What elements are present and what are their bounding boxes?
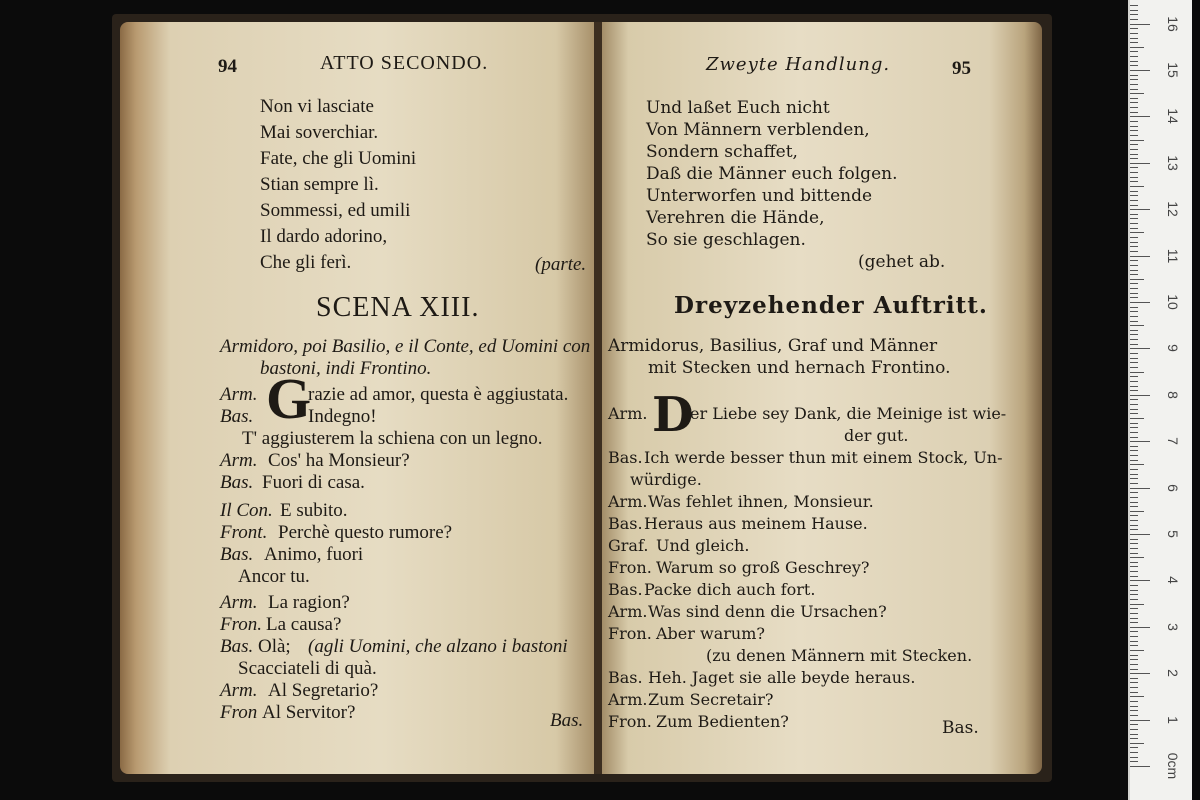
speech: La causa? (266, 614, 342, 635)
ruler-tick (1130, 520, 1138, 521)
ruler-tick (1130, 645, 1138, 646)
speech: Perchè questo rumore? (278, 522, 453, 543)
ruler-tick (1130, 228, 1138, 229)
speaker: Il Con. (220, 500, 273, 521)
ruler-tick (1130, 214, 1138, 215)
ruler-tick (1130, 682, 1138, 683)
ruler-tick (1130, 659, 1138, 660)
ruler-tick (1130, 761, 1138, 762)
ruler-tick (1130, 102, 1138, 103)
ruler-tick (1130, 191, 1138, 192)
speaker: Bas. (220, 472, 254, 493)
speech: Packe dich auch fort. (644, 580, 816, 599)
ruler-tick (1130, 70, 1150, 71)
ruler-tick (1130, 79, 1138, 80)
ruler-tick (1130, 195, 1138, 196)
scene-title: Dreyzehender Auftritt. (674, 292, 988, 319)
ruler-tick (1130, 664, 1138, 665)
book-gutter (594, 22, 602, 774)
ruler-tick (1130, 757, 1138, 758)
verse-line: Daß die Männer euch folgen. (646, 164, 898, 184)
stage-direction: (zu denen Männern mit Stecken. (706, 646, 973, 665)
catchword: Bas. (550, 710, 584, 731)
ruler-number: 8 (1165, 390, 1181, 399)
ruler-number: 9 (1165, 344, 1181, 353)
ruler-tick (1130, 562, 1138, 563)
ruler-tick (1130, 14, 1138, 15)
speech: Olà; (258, 636, 291, 657)
ruler-tick (1130, 177, 1138, 178)
ruler-tick (1130, 710, 1138, 711)
ruler-tick (1130, 348, 1150, 349)
ruler-tick (1130, 534, 1150, 535)
ruler-tick (1130, 381, 1138, 382)
ruler-tick (1130, 19, 1138, 20)
ruler-tick (1130, 669, 1138, 670)
ruler-tick (1130, 729, 1138, 730)
ruler-tick (1130, 734, 1138, 735)
drop-cap: G (266, 366, 312, 431)
speech: Zum Bedienten? (656, 712, 789, 731)
ruler-tick (1130, 427, 1138, 428)
ruler-tick (1130, 548, 1138, 549)
ruler-number: 14 (1165, 108, 1181, 125)
speaker: Arm. (608, 690, 648, 709)
ruler-tick (1130, 413, 1138, 414)
speaker: Bas. (608, 580, 643, 599)
speech: Was fehlet ihnen, Monsieur. (648, 492, 874, 511)
ruler-tick (1130, 604, 1144, 605)
measuring-ruler (1128, 0, 1192, 800)
speech: Fuori di casa. (262, 472, 365, 493)
right-page (602, 22, 1042, 774)
ruler-tick (1130, 33, 1138, 34)
ruler-tick (1130, 752, 1138, 753)
ruler-tick (1130, 89, 1138, 90)
ruler-number: 11 (1165, 248, 1181, 263)
ruler-tick (1130, 209, 1150, 210)
verse-line: Mai soverchiar. (260, 122, 379, 143)
ruler-tick (1130, 594, 1138, 595)
left-page (120, 22, 594, 774)
ruler-tick (1130, 149, 1138, 150)
ruler-tick (1130, 24, 1150, 25)
ruler-tick (1130, 167, 1138, 168)
ruler-tick (1130, 376, 1138, 377)
speech: La ragion? (268, 592, 350, 613)
speaker: Bas. (608, 448, 643, 467)
ruler-tick (1130, 715, 1138, 716)
ruler-tick (1130, 288, 1138, 289)
ruler-tick (1130, 706, 1138, 707)
ruler-tick (1130, 692, 1138, 693)
ruler-tick (1130, 404, 1138, 405)
running-head: Zweyte Handlung. (706, 54, 891, 75)
speech: Indegno! (308, 406, 377, 427)
ruler-tick (1130, 200, 1138, 201)
ruler-tick (1130, 265, 1138, 266)
ruler-tick (1130, 38, 1138, 39)
ruler-number: 4 (1165, 576, 1181, 585)
ruler-tick (1130, 61, 1138, 62)
ruler-tick (1130, 566, 1138, 567)
speech: Cos' ha Monsieur? (268, 450, 410, 471)
exit-direction: (gehet ab. (858, 252, 946, 272)
ruler-tick (1130, 441, 1150, 442)
ruler-tick (1130, 274, 1138, 275)
speech: er Liebe sey Dank, die Meinige ist wie- (690, 404, 1007, 423)
speech: E subito. (280, 500, 348, 521)
ruler-tick (1130, 627, 1150, 628)
ruler-tick (1130, 140, 1144, 141)
ruler-tick (1130, 497, 1138, 498)
ruler-tick (1130, 270, 1138, 271)
running-head: ATTO SECONDO. (320, 52, 489, 74)
speech: Al Segretario? (268, 680, 379, 701)
verse-line: Sondern schaffet, (646, 142, 798, 162)
verse-line: Che gli ferì. (260, 252, 352, 273)
ruler-tick (1130, 279, 1144, 280)
stage-direction: mit Stecken und hernach Frontino. (648, 358, 951, 378)
speech: Al Servitor? (262, 702, 356, 723)
ruler-tick (1130, 256, 1150, 257)
ruler-tick (1130, 302, 1150, 303)
ruler-tick (1130, 724, 1138, 725)
ruler-number: 12 (1165, 201, 1181, 217)
ruler-tick (1130, 325, 1144, 326)
ruler-tick (1130, 450, 1138, 451)
speaker: Arm. (608, 404, 648, 423)
ruler-tick (1130, 358, 1138, 359)
speech: Scacciateli di quà. (238, 658, 377, 679)
catchword: Bas. (942, 718, 979, 738)
ruler-number: 1 (1165, 715, 1181, 724)
verse-line: So sie geschlagen. (646, 230, 806, 250)
ruler-tick (1130, 423, 1138, 424)
ruler-number: 3 (1165, 622, 1181, 631)
ruler-number: 10 (1165, 294, 1181, 310)
scene-title: SCENA XIII. (316, 292, 480, 323)
ruler-tick (1130, 515, 1138, 516)
ruler-tick (1130, 51, 1138, 52)
ruler-tick (1130, 163, 1150, 164)
speaker: Fron (220, 702, 258, 723)
ruler-tick (1130, 478, 1138, 479)
ruler-tick (1130, 678, 1138, 679)
speech: Zum Secretair? (648, 690, 774, 709)
ruler-tick (1130, 696, 1144, 697)
ruler-tick (1130, 172, 1138, 173)
ruler-tick (1130, 362, 1138, 363)
verse-line: Fate, che gli Uomini (260, 148, 417, 169)
ruler-tick (1130, 418, 1144, 419)
ruler-tick (1130, 84, 1138, 85)
ruler-tick (1130, 557, 1144, 558)
verse-line: Von Männern verblenden, (646, 120, 870, 140)
ruler-tick (1130, 636, 1138, 637)
speaker: Arm. (608, 492, 648, 511)
ruler-tick (1130, 344, 1138, 345)
ruler-tick (1130, 205, 1138, 206)
ruler-tick (1130, 529, 1138, 530)
ruler-tick (1130, 144, 1138, 145)
ruler-tick (1130, 311, 1138, 312)
speaker: Fron. (608, 558, 652, 577)
verse-line: Verehren die Hände, (646, 208, 825, 228)
ruler-tick (1130, 367, 1138, 368)
ruler-tick (1130, 585, 1138, 586)
speech: Aber warum? (656, 624, 765, 643)
ruler-tick (1130, 126, 1138, 127)
open-book (112, 14, 1052, 782)
ruler-tick (1130, 372, 1144, 373)
verse-line: Und laßet Euch nicht (646, 98, 830, 118)
ruler-tick (1130, 437, 1138, 438)
ruler-tick (1130, 446, 1138, 447)
ruler-tick (1130, 10, 1138, 11)
speech: der gut. (844, 426, 909, 445)
ruler-tick (1130, 571, 1138, 572)
speaker: Fron. (608, 624, 652, 643)
speech: razie ad amor, questa è aggiustata. (308, 384, 569, 405)
ruler-tick (1130, 599, 1138, 600)
drop-cap: D (652, 387, 694, 443)
ruler-tick (1130, 488, 1150, 489)
ruler-tick (1130, 297, 1138, 298)
verse-line: Unterworfen und bittende (646, 186, 873, 206)
speaker: Front. (220, 522, 268, 543)
ruler-tick (1130, 47, 1144, 48)
ruler-tick (1130, 576, 1138, 577)
speech: Warum so groß Geschrey? (656, 558, 870, 577)
exit-direction: (parte. (535, 254, 587, 275)
stage-direction: Armidoro, poi Basilio, e il Conte, ed Uomini con (220, 336, 591, 357)
ruler-tick (1130, 237, 1138, 238)
speaker: Fron. (608, 712, 652, 731)
ruler-tick (1130, 460, 1138, 461)
aside: (agli Uomini, che alzano i bastoni (308, 636, 568, 657)
speaker: Arm. (220, 592, 258, 613)
speaker: Bas. (608, 668, 643, 687)
page-number: 94 (218, 56, 237, 77)
ruler-tick (1130, 395, 1150, 396)
ruler-tick (1130, 242, 1138, 243)
verse-line: Il dardo adorino, (260, 226, 388, 247)
speaker: Bas. (220, 544, 254, 565)
ruler-tick (1130, 232, 1144, 233)
ruler-tick (1130, 330, 1138, 331)
ruler-tick (1130, 399, 1138, 400)
ruler-tick (1130, 720, 1150, 721)
ruler-tick (1130, 181, 1138, 182)
speaker: Arm. (220, 680, 258, 701)
speaker: Fron. (220, 614, 263, 635)
stage-direction: Armidorus, Basilius, Graf und Männer (608, 336, 938, 356)
ruler-tick (1130, 553, 1138, 554)
speech: Animo, fuori (264, 544, 364, 565)
ruler-tick (1130, 474, 1138, 475)
ruler-number: 2 (1165, 669, 1181, 678)
ruler-tick (1130, 154, 1138, 155)
ruler-tick (1130, 543, 1138, 544)
speech: Und gleich. (656, 536, 750, 555)
ruler-tick (1130, 260, 1138, 261)
ruler-tick (1130, 747, 1138, 748)
ruler-tick (1130, 316, 1138, 317)
ruler-tick (1130, 246, 1138, 247)
speech: Ich werde besser thun mit einem Stock, Un- (644, 448, 1003, 467)
ruler-tick (1130, 641, 1138, 642)
ruler-tick (1130, 56, 1138, 57)
ruler-tick (1130, 492, 1138, 493)
ruler-tick (1130, 116, 1150, 117)
ruler-tick (1130, 502, 1138, 503)
ruler-tick (1130, 525, 1138, 526)
ruler-tick (1130, 283, 1138, 284)
ruler-tick (1130, 334, 1138, 335)
ruler-tick (1130, 622, 1138, 623)
ruler-tick (1130, 701, 1138, 702)
speaker: Arm. (220, 384, 258, 405)
ruler-tick (1130, 673, 1150, 674)
speaker: Arm. (608, 602, 648, 621)
ruler-tick (1130, 353, 1138, 354)
speaker: Bas. (608, 514, 643, 533)
speaker: Bas. (220, 406, 254, 427)
ruler-tick (1130, 631, 1138, 632)
speech: Ancor tu. (238, 566, 310, 587)
ruler-tick (1130, 223, 1138, 224)
page-number: 95 (952, 58, 971, 79)
speech: T' aggiusterem la schiena con un legno. (242, 428, 543, 449)
ruler-tick (1130, 650, 1144, 651)
verse-line: Sommessi, ed umili (260, 200, 411, 221)
ruler-tick (1130, 93, 1144, 94)
ruler-tick (1130, 186, 1144, 187)
ruler-number: 15 (1165, 62, 1181, 78)
ruler-tick (1130, 307, 1138, 308)
ruler-tick (1130, 506, 1138, 507)
ruler-tick (1130, 580, 1150, 581)
ruler-tick (1130, 618, 1138, 619)
ruler-tick (1130, 590, 1138, 591)
ruler-tick (1130, 5, 1138, 6)
speaker: Graf. (608, 536, 649, 555)
ruler-tick (1130, 738, 1138, 739)
ruler-tick (1130, 130, 1138, 131)
speech: Heraus aus meinem Hause. (644, 514, 868, 533)
ruler-tick (1130, 613, 1138, 614)
ruler-tick (1130, 655, 1138, 656)
ruler-tick (1130, 432, 1138, 433)
ruler-number: 7 (1165, 437, 1181, 446)
ruler-tick (1130, 766, 1150, 767)
stage-direction: bastoni, indi Frontino. (260, 358, 432, 379)
ruler-number: 13 (1165, 155, 1181, 171)
speaker: Bas. (220, 636, 254, 657)
ruler-tick (1130, 409, 1138, 410)
ruler-tick (1130, 390, 1138, 391)
ruler-tick (1130, 608, 1138, 609)
ruler-tick (1130, 293, 1138, 294)
ruler-tick (1130, 539, 1138, 540)
ruler-tick (1130, 339, 1138, 340)
ruler-tick (1130, 386, 1138, 387)
ruler-tick (1130, 251, 1138, 252)
ruler-tick (1130, 65, 1138, 66)
ruler-tick (1130, 687, 1138, 688)
speech: würdige. (630, 470, 702, 489)
ruler-number: 5 (1165, 530, 1181, 538)
ruler-number: 6 (1165, 483, 1181, 492)
ruler-tick (1130, 469, 1138, 470)
ruler-number: 0cm (1165, 752, 1181, 780)
ruler-tick (1130, 158, 1138, 159)
speaker: Arm. (220, 450, 258, 471)
verse-line: Non vi lasciate (260, 96, 374, 117)
ruler-number: 16 (1165, 15, 1181, 32)
verse-line: Stian sempre lì. (260, 174, 379, 195)
speech: Was sind denn die Ursachen? (648, 602, 887, 621)
ruler-tick (1130, 483, 1138, 484)
ruler-tick (1130, 28, 1138, 29)
ruler-tick (1130, 321, 1138, 322)
ruler-tick (1130, 107, 1138, 108)
ruler-tick (1130, 42, 1138, 43)
ruler-tick (1130, 218, 1138, 219)
ruler-tick (1130, 511, 1144, 512)
ruler-tick (1130, 743, 1144, 744)
ruler-tick (1130, 112, 1138, 113)
ruler-tick (1130, 121, 1138, 122)
ruler-tick (1130, 455, 1138, 456)
ruler-tick (1130, 135, 1138, 136)
ruler-tick (1130, 464, 1144, 465)
speech: Heh. Jaget sie alle beyde heraus. (648, 668, 916, 687)
ruler-tick (1130, 98, 1138, 99)
ruler-tick (1130, 75, 1138, 76)
